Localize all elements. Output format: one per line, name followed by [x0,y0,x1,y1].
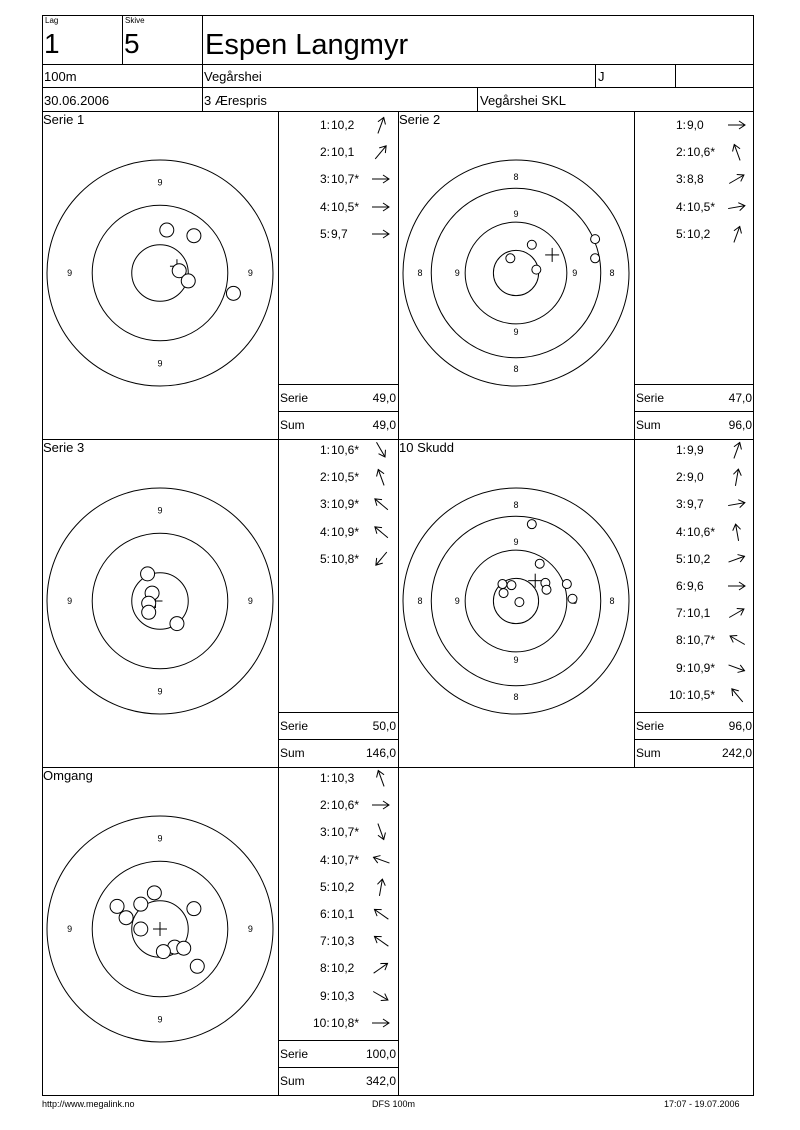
lag-label: Lag [45,16,59,25]
arrow-icon [726,143,748,161]
ring-number-label: 9 [67,596,73,606]
shot-value: 10,9* [331,497,360,512]
shot-number: 5: [320,879,331,894]
shot-number: 3: [320,497,331,512]
shot-hole [515,598,524,607]
target-face [42,111,278,439]
shot-number: 2: [676,470,687,485]
shot-number: 1: [320,443,331,457]
shot-value: 10,7* [331,825,360,840]
sum-label: Sum [280,1074,305,1088]
ring-number-label: 9 [513,654,519,665]
serie-value: 96,0 [728,719,752,733]
shot-value: 10,5* [687,199,716,214]
shot-number: 6: [320,907,331,921]
ring-number-label: 8 [417,268,423,278]
shot-value: 10,2 [331,961,355,976]
shot-value: 10,1 [331,145,355,160]
shot-hole [119,911,133,925]
sum-value: 49,0 [372,418,396,432]
shot-number: 4: [676,524,687,539]
shot-value: 10,6* [687,145,716,160]
ring-number-label: 8 [609,596,615,606]
shot-hole [156,945,170,959]
shot-hole [498,580,507,589]
arrow-icon [726,659,748,677]
footer-timestamp: 17:07 - 19.07.2006 [664,1099,740,1109]
shot-value: 10,7* [331,852,360,867]
shot-hole [177,941,191,955]
shot-value: 10,2 [687,551,711,566]
shot-number: 5: [320,551,331,566]
panel-title: Serie 2 [399,112,441,127]
shot-number: 6: [676,579,687,593]
sum-label: Sum [280,746,305,760]
mean-point-cross [545,248,559,262]
ring-number-label: 9 [67,268,73,278]
shot-number: 3: [676,172,687,187]
shot-value: 8,8 [687,172,704,187]
target-ring [92,205,228,341]
arrow-icon [370,143,392,161]
target-face [398,111,634,439]
target-ring [47,160,273,386]
shot-hole [187,902,201,916]
shot-number: 9: [676,660,687,675]
shot-number: 10: [313,1015,330,1030]
serie-value: 47,0 [728,391,752,405]
serie-value: 49,0 [372,391,396,405]
arrow-icon [370,1014,392,1032]
arrow-icon [370,225,392,243]
shot-value: 10,2 [331,118,355,132]
ring-number-label: 9 [157,833,163,844]
ring-number-label: 8 [417,596,423,606]
serie-value: 50,0 [372,719,396,733]
serie-label: Serie [280,719,309,733]
sum-value: 242,0 [721,746,752,760]
arrow-icon [726,550,748,568]
arrow-icon [726,441,748,459]
arrow-icon [370,198,392,216]
arrow-icon [726,495,748,513]
shot-number: 3: [320,172,331,187]
panel-title: Omgang [43,768,93,783]
serie-value: 100,0 [365,1047,396,1061]
shot-hole [147,886,161,900]
shot-hole [110,899,124,913]
shot-value: 10,3 [331,988,355,1003]
lag-value: 1 [44,28,60,59]
shot-number: 4: [676,199,687,214]
shot-number: 1: [320,771,331,785]
target-ring [403,160,629,386]
shot-hole [568,594,577,603]
arrow-icon [726,577,748,595]
shot-number: 3: [320,825,331,840]
shot-number: 4: [320,852,331,867]
ring-number-label: 8 [609,268,615,278]
arrow-icon [370,468,392,486]
arrow-icon [370,550,392,568]
shot-number: 5: [676,226,687,241]
target-ring [493,250,538,295]
date: 30.06.2006 [44,93,110,108]
sum-value: 146,0 [365,746,396,760]
sum-label: Sum [636,418,661,432]
shot-value: 10,1 [331,907,355,921]
ring-number-label: 8 [513,364,519,375]
ring-number-label: 9 [157,505,163,516]
panel-title: Serie 1 [43,112,85,127]
shot-number: 1: [676,443,687,457]
competition: 3 Ærespris [204,93,267,108]
ring-number-label: 9 [157,686,163,697]
shot-number: 2: [676,145,687,160]
footer-url: http://www.megalink.no [42,1099,135,1109]
shot-hole [591,235,600,244]
shot-hole [506,254,515,263]
serie-label: Serie [280,391,309,405]
shot-number: 2: [320,798,331,813]
arrow-icon [370,987,392,1005]
arrow-icon [370,441,392,459]
arrow-icon [726,523,748,541]
shot-value: 10,1 [687,606,711,621]
target-face [398,439,634,767]
shot-value: 10,7* [687,633,716,648]
serie-label: Serie [280,1047,309,1061]
shot-hole [181,274,195,288]
shot-value: 9,9 [687,443,704,457]
arrow-icon [370,116,392,134]
arrow-icon [370,823,392,841]
skive-value: 5 [124,28,140,59]
ring-number-label: 9 [247,924,253,934]
ring-number-label: 9 [454,268,460,278]
shot-hole [226,286,240,300]
shot-number: 7: [320,934,331,949]
sum-value: 96,0 [728,418,752,432]
arrow-icon [370,523,392,541]
ring-number-label: 9 [513,537,519,548]
shot-value: 10,7* [331,172,360,187]
shot-value: 10,2 [687,226,711,241]
ring-number-label: 9 [67,924,73,934]
shot-hole [527,520,536,529]
shot-number: 5: [320,226,331,241]
shot-value: 10,2 [331,879,355,894]
serie-label: Serie [636,719,665,733]
shot-hole [527,240,536,249]
sum-label: Sum [280,418,305,432]
target-face [42,767,278,1095]
arrow-icon [726,686,748,704]
ring-number-label: 8 [513,692,519,703]
shot-value: 9,6 [687,579,704,593]
shot-number: 1: [320,118,331,132]
arrow-icon [726,225,748,243]
shot-hole [499,589,508,598]
arrow-icon [726,468,748,486]
ring-number-label: 9 [157,177,163,188]
serie-label: Serie [636,391,665,405]
shot-number: 5: [676,551,687,566]
club: Vegårshei [204,69,262,84]
ring-number-label: 9 [454,596,460,606]
ring-number-label: 9 [513,326,519,337]
shot-value: 10,6* [331,798,360,813]
shot-value: 10,9* [687,660,716,675]
shot-hole [542,585,551,594]
shot-number: 10: [669,687,686,702]
shooter-class: J [598,69,605,84]
arrow-icon [726,604,748,622]
ring-number-label: 8 [513,499,519,510]
arrow-icon [370,878,392,896]
target-face [42,439,278,767]
footer-center: DFS 100m [372,1099,416,1109]
shot-number: 8: [320,961,331,976]
shot-hole [187,229,201,243]
shot-value: 9,7 [687,497,704,512]
ring-number-label: 9 [513,209,519,220]
arrow-icon [370,796,392,814]
shot-number: 2: [320,470,331,485]
ring-number-label: 9 [157,1014,163,1025]
shot-hole [141,567,155,581]
arrow-icon [726,116,748,134]
shooter-name: Espen Langmyr [205,29,409,61]
arrow-icon [726,170,748,188]
shot-hole [170,617,184,631]
shot-value: 10,8* [331,551,360,566]
shot-number: 1: [676,118,687,132]
mean-point-cross [528,574,542,588]
shot-number: 2: [320,145,331,160]
shot-hole [535,559,544,568]
target-ring [465,222,567,324]
shot-value: 10,5* [331,199,360,214]
shot-value: 10,6* [687,524,716,539]
shot-number: 4: [320,524,331,539]
shot-value: 9,0 [687,118,704,132]
shot-number: 3: [676,497,687,512]
shot-value: 10,8* [331,1015,360,1030]
shot-number: 7: [676,606,687,621]
arrow-icon [370,959,392,977]
shot-value: 10,5* [687,687,716,702]
shot-hole [507,581,516,590]
panel-title: 10 Skudd [399,440,454,455]
sum-label: Sum [636,746,661,760]
shot-value: 10,5* [331,470,360,485]
arrow-icon [370,905,392,923]
arrow-icon [370,495,392,513]
panel-title: Serie 3 [43,440,85,455]
shot-value: 9,0 [687,470,704,485]
shot-value: 10,3 [331,771,355,785]
shot-hole [562,580,571,589]
arrow-icon [370,932,392,950]
arrow-icon [370,170,392,188]
arrow-icon [370,769,392,787]
distance: 100m [44,69,77,84]
ring-number-label: 8 [513,171,519,182]
shot-value: 10,3 [331,934,355,949]
ring-number-label: 9 [247,596,253,606]
shot-value: 10,6* [331,443,360,457]
shot-value: 10,9* [331,524,360,539]
shot-number: 8: [676,633,687,648]
shot-value: 9,7 [331,226,348,241]
shot-hole [190,959,204,973]
arrow-icon [726,198,748,216]
mean-point-cross [153,922,167,936]
shot-hole [134,897,148,911]
arrow-icon [370,851,392,869]
shot-hole [160,223,174,237]
shot-hole [142,605,156,619]
shot-number: 9: [320,988,331,1003]
shot-hole [134,922,148,936]
arrow-icon [726,631,748,649]
shot-hole [591,254,600,263]
ring-number-label: 9 [247,268,253,278]
sum-value: 342,0 [365,1074,396,1088]
ring-number-label: 9 [157,358,163,369]
skive-label: Skive [125,16,145,25]
organizer: Vegårshei SKL [480,93,567,108]
shot-hole [532,265,541,274]
ring-number-label: 9 [572,268,578,278]
shot-number: 4: [320,199,331,214]
